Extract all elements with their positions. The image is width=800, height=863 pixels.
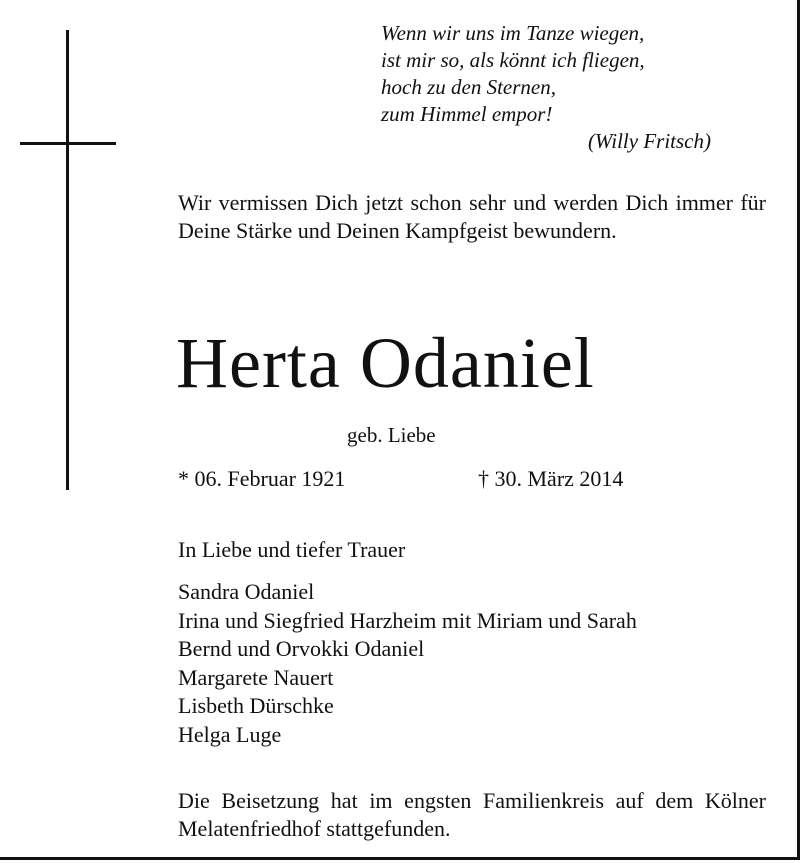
deceased-name: Herta Odaniel	[176, 323, 595, 403]
poem-line: hoch zu den Sternen,	[381, 75, 556, 99]
poem-line: ist mir so, als könnt ich fliegen,	[381, 48, 645, 72]
mourner-name: Sandra Odaniel	[178, 579, 315, 604]
mourner-name: Bernd und Orvokki Odaniel	[178, 636, 425, 661]
mourner-name: Lisbeth Dürschke	[178, 693, 334, 718]
poem-quote	[381, 20, 721, 155]
cross-vertical-bar	[66, 30, 69, 490]
mourner-name: Irina und Siegfried Harzheim mit Miriam und Sarah	[178, 607, 637, 633]
poem-author: (Willy Fritsch)	[587, 129, 711, 153]
mourner-name: Margarete Nauert	[178, 664, 334, 690]
poem-line: Wenn wir uns im Tanze wiegen,	[381, 21, 645, 45]
poem-line: zum Himmel empor!	[381, 102, 553, 126]
intro-text: Wir vermissen Dich jetzt schon sehr und werden Dich immer für Deine Stärke und Deinen Kampfgeist bewundern.	[178, 190, 766, 243]
mourning-line: In Liebe und tiefer Trauer	[178, 537, 406, 562]
mourners-list	[178, 578, 637, 749]
death-date: † 30. März 2014	[478, 466, 624, 491]
cross-horizontal-bar	[20, 142, 116, 145]
mourner-name: Helga Luge	[178, 721, 282, 747]
birth-date: * 06. Februar 1921	[178, 466, 346, 491]
maiden-name: geb. Liebe	[347, 423, 436, 447]
burial-note: Die Beisetzung hat im engsten Familienkreis auf dem Kölner Melatenfriedhof stattgefunden.	[178, 788, 766, 841]
